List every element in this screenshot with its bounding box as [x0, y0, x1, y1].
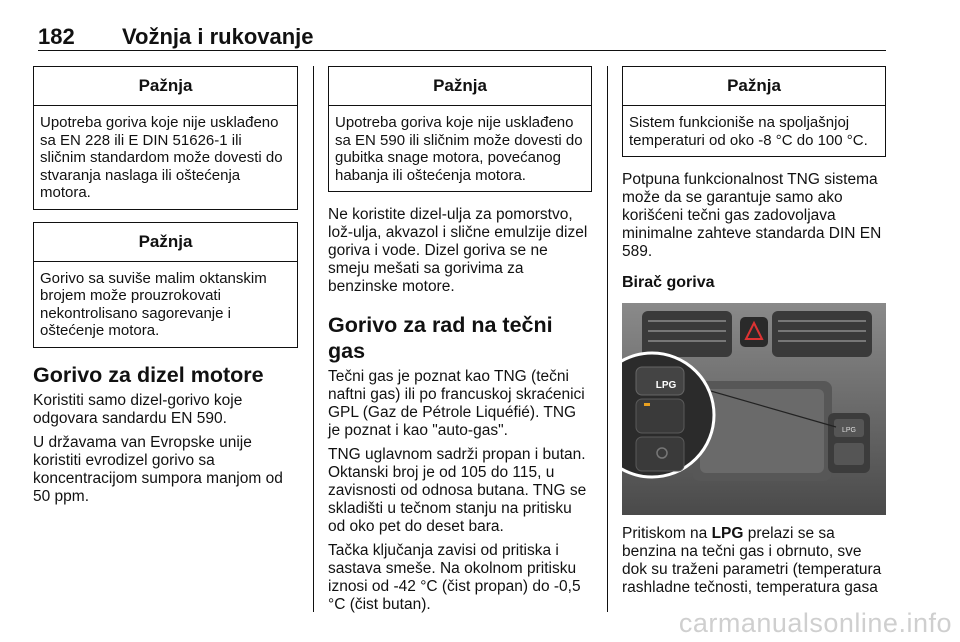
- caution-title: Pažnja: [34, 223, 297, 262]
- caution-box: [622, 66, 886, 157]
- text-run: prelazi se sa benzina na tečni gas i obrnuto, sve dok su traženi parametri (temperatura rashladne tečnosti, temperatura gasa: [622, 525, 882, 596]
- section-heading: Gorivo za dizel motore: [33, 362, 264, 387]
- paragraph: Koristiti samo dizel-gorivo koje odgovara sandardu EN 590.: [33, 391, 243, 427]
- paragraph: Ne koristite dizel-ulja za pomorstvo, lož-ulja, akvazol i slične emulzije dizel goriva i vode. Dizel goriva se ne smeju mešati sa gorivima za benzinske motore.: [328, 206, 588, 295]
- column-divider: [607, 66, 608, 612]
- chapter-title: Vožnja i rukovanje: [122, 24, 314, 49]
- watermark: carmanualsonline.info: [678, 608, 952, 638]
- caution-text: Sistem funkcioniše na spoljašnjoj temperaturi od oko -8 °C do 100 °C.: [629, 114, 868, 149]
- text-run: Pritiskom na: [622, 525, 712, 542]
- caution-box: [328, 66, 592, 192]
- section-heading: Gorivo za rad na tečni gas: [328, 313, 553, 363]
- column-1: [33, 66, 298, 512]
- column-3: [622, 66, 886, 603]
- caution-text: Upotreba goriva koje nije usklađeno sa EN 590 ili sličnim može dovesti do gubitka snage motora, povećanog habanja ili oštećenja motora.: [335, 114, 583, 184]
- fuel-selector-photo: [622, 303, 886, 515]
- paragraph: TNG uglavnom sadrži propan i butan. Oktanski broj je od 105 do 115, u zavisnosti od odnosa butana. TNG se skladišti u tečnom stanju na pritisku od oko pet do deset bara.: [328, 446, 587, 535]
- lpg-term: LPG: [711, 525, 744, 542]
- column-divider: [313, 66, 314, 612]
- lpg-button-label: LPG: [655, 380, 677, 391]
- paragraph: Tačka ključanja zavisi od pritiska i sastava smeše. Na okolnom pritisku iznosi od -42 °C (čist propan) do -0,5 °C (čist butan).: [328, 542, 581, 613]
- header-divider: [38, 50, 886, 51]
- caution-title: Pažnja: [329, 67, 591, 106]
- paragraph: U državama van Evropske unije koristiti evrodizel gorivo sa koncentracijom sumpora manjom od 50 ppm.: [33, 433, 283, 505]
- caution-title: Pažnja: [623, 67, 885, 106]
- subsection-heading: Birač goriva: [622, 274, 715, 291]
- column-2: [328, 66, 592, 620]
- page-header: [0, 0, 960, 50]
- page-number: 182: [38, 24, 75, 49]
- caution-text: Gorivo sa suviše malim oktanskim brojem može prouzrokovati nekontrolisano sagorevanje i oštećenje motora.: [40, 269, 267, 339]
- caution-box: [33, 222, 298, 348]
- caution-text: Upotreba goriva koje nije usklađeno sa EN 228 ili E DIN 51626-1 ili sličnim standardom može dovesti do stvaranja naslaga ili oštećenja motora.: [40, 114, 283, 201]
- caution-box: [33, 66, 298, 210]
- paragraph: Tečni gas je poznat kao TNG (tečni naftni gas) ili po francuskoj skraćenici GPL (Gaz de Pétrole Liquéfié). TNG je poznat i kao "auto-gas".: [328, 368, 585, 439]
- dashboard-illustration: [622, 303, 886, 515]
- paragraph: [622, 525, 886, 597]
- caution-title: Pažnja: [34, 67, 297, 106]
- paragraph: Potpuna funkcionalnost TNG sistema može da se garantuje samo ako korišćeni tečni gas zadovoljava minimalne zahteve standarda DIN EN 589.: [622, 171, 882, 260]
- svg-text:LPG: LPG: [841, 427, 857, 434]
